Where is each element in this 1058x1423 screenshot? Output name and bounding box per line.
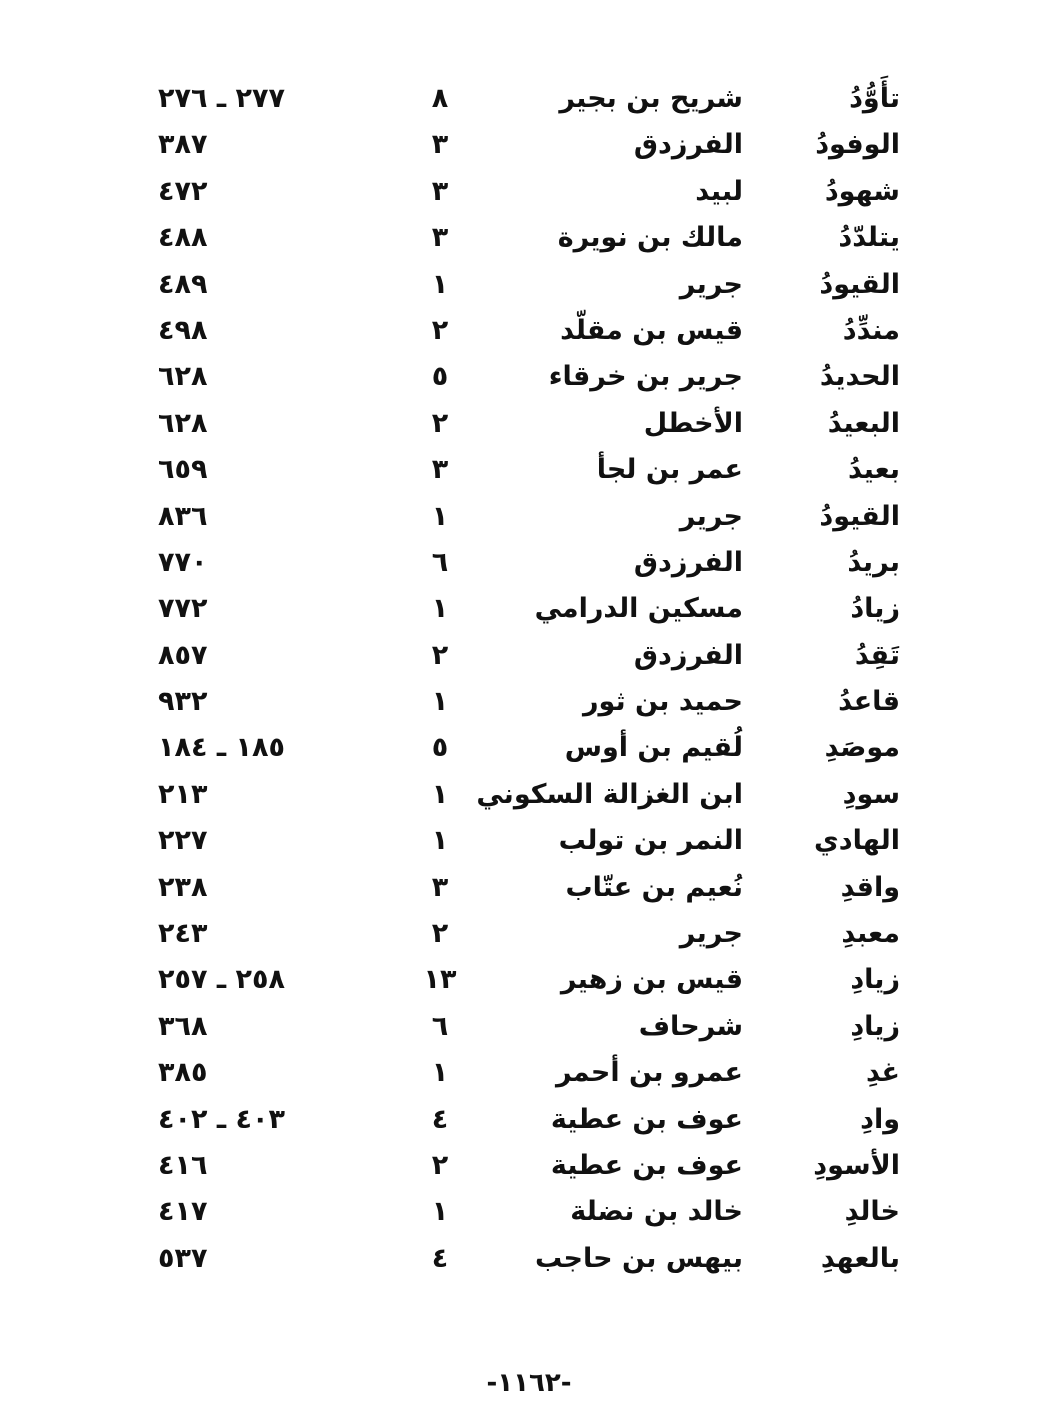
verse-count: ٤ bbox=[431, 1103, 449, 1135]
page-reference: ٤٨٨ bbox=[158, 222, 208, 254]
poet-name: الفرزدق bbox=[633, 639, 743, 671]
rhyme-word: القيودُ bbox=[819, 500, 900, 532]
verse-count: ٣ bbox=[431, 175, 449, 207]
page-number: -١١٦٢- bbox=[486, 1368, 572, 1398]
verse-count: ١ bbox=[431, 825, 449, 857]
index-row bbox=[0, 1236, 1058, 1282]
poet-name: نُعيم بن عتّاب bbox=[565, 871, 743, 903]
poet-name: عوف بن عطية bbox=[550, 1103, 743, 1135]
poet-name: عمرو بن أحمر bbox=[556, 1057, 743, 1089]
rhyme-word: الأسودِ bbox=[813, 1149, 900, 1181]
verse-count: ٢ bbox=[431, 314, 449, 346]
page-reference: ٧٧٢ bbox=[158, 593, 208, 625]
page-reference: ٥٣٧ bbox=[158, 1242, 208, 1274]
verse-count: ١ bbox=[431, 1196, 449, 1228]
rhyme-word: زيادِ bbox=[850, 964, 900, 996]
index-row bbox=[0, 1189, 1058, 1235]
verse-count: ١ bbox=[431, 778, 449, 810]
index-row bbox=[0, 772, 1058, 818]
page-reference: ٤٩٨ bbox=[158, 314, 208, 346]
page-reference: ٤٨٩ bbox=[158, 268, 208, 300]
index-row bbox=[0, 447, 1058, 493]
verse-count: ٥ bbox=[431, 732, 449, 764]
page-reference: ٤٠٣ ـ ٤٠٢ bbox=[158, 1103, 285, 1135]
poet-name: قيس بن زهير bbox=[560, 964, 743, 996]
rhyme-word: الهادي bbox=[814, 825, 900, 857]
verse-count: ١٣ bbox=[423, 964, 457, 996]
rhyme-word: معبدِ bbox=[841, 918, 900, 950]
poet-name: جرير bbox=[679, 268, 743, 300]
page-reference: ٢٣٨ bbox=[158, 871, 208, 903]
poet-name: النمر بن تولب bbox=[558, 825, 743, 857]
poet-name: لُقيم بن أوس bbox=[564, 732, 743, 764]
poet-name: الفرزدق bbox=[633, 546, 743, 578]
index-row bbox=[0, 957, 1058, 1003]
verse-index-table bbox=[0, 76, 1058, 1282]
poet-name: جرير bbox=[679, 918, 743, 950]
rhyme-word: شهودُ bbox=[824, 175, 900, 207]
rhyme-word: وادِ bbox=[860, 1103, 900, 1135]
rhyme-word: الحديدُ bbox=[819, 361, 900, 393]
verse-count: ٢ bbox=[431, 639, 449, 671]
rhyme-word: سودِ bbox=[842, 778, 900, 810]
index-row bbox=[0, 911, 1058, 957]
page-reference: ٤١٦ bbox=[158, 1149, 208, 1181]
verse-count: ١ bbox=[431, 686, 449, 718]
poet-name: جرير bbox=[679, 500, 743, 532]
rhyme-word: قاعدُ bbox=[838, 686, 900, 718]
page-reference: ٢٢٧ bbox=[158, 825, 208, 857]
page-reference: ٦٢٨ bbox=[158, 361, 208, 393]
rhyme-word: زيادِ bbox=[850, 1010, 900, 1042]
rhyme-word: بالعهدِ bbox=[820, 1242, 900, 1274]
verse-count: ٨ bbox=[431, 83, 449, 114]
index-row bbox=[0, 308, 1058, 354]
page-reference: ٩٣٢ bbox=[158, 686, 208, 718]
page-reference: ٧٧٠ bbox=[158, 546, 208, 578]
verse-count: ٢ bbox=[431, 1149, 449, 1181]
poet-name: مسكين الدرامي bbox=[534, 593, 743, 625]
rhyme-word: واقدِ bbox=[840, 871, 900, 903]
poet-name: شرحاف bbox=[638, 1010, 743, 1042]
index-row bbox=[0, 1004, 1058, 1050]
poet-name: شريح بن بجير bbox=[559, 83, 743, 114]
page-reference: ٣٨٥ bbox=[158, 1057, 208, 1089]
index-row bbox=[0, 401, 1058, 447]
verse-count: ٢ bbox=[431, 918, 449, 950]
index-row bbox=[0, 169, 1058, 215]
rhyme-word: خالدِ bbox=[844, 1196, 900, 1228]
rhyme-word: تَقِدُ bbox=[854, 639, 900, 671]
rhyme-word: موصَدِ bbox=[824, 732, 900, 764]
page-reference: ٨٥٧ bbox=[158, 639, 208, 671]
verse-count: ٣ bbox=[431, 454, 449, 486]
verse-count: ٣ bbox=[431, 222, 449, 254]
poet-name: قيس بن مقلّد bbox=[560, 314, 743, 346]
index-row bbox=[0, 865, 1058, 911]
index-row bbox=[0, 1050, 1058, 1096]
index-row bbox=[0, 679, 1058, 725]
rhyme-word: الوفودُ bbox=[815, 129, 900, 161]
verse-count: ١ bbox=[431, 268, 449, 300]
index-row bbox=[0, 76, 1058, 122]
verse-count: ٣ bbox=[431, 129, 449, 161]
rhyme-word: بعيدُ bbox=[848, 454, 900, 486]
verse-count: ٦ bbox=[431, 546, 449, 578]
page-reference: ٢١٣ bbox=[158, 778, 208, 810]
rhyme-word: غدِ bbox=[865, 1057, 900, 1089]
index-row bbox=[0, 215, 1058, 261]
page-reference: ٢٧٧ ـ ٢٧٦ bbox=[158, 83, 285, 114]
page-reference: ٣٦٨ bbox=[158, 1010, 208, 1042]
index-row bbox=[0, 1143, 1058, 1189]
rhyme-word: القيودُ bbox=[819, 268, 900, 300]
poet-name: مالك بن نويرة bbox=[557, 222, 743, 254]
verse-count: ٥ bbox=[431, 361, 449, 393]
rhyme-word: بريدُ bbox=[847, 546, 900, 578]
poet-name: لبيد bbox=[695, 175, 743, 207]
verse-count: ١ bbox=[431, 593, 449, 625]
page-reference: ٢٤٣ bbox=[158, 918, 208, 950]
index-row bbox=[0, 633, 1058, 679]
poet-name: الأخطل bbox=[643, 407, 743, 439]
page-reference: ٤٧٢ bbox=[158, 175, 208, 207]
poet-name: الفرزدق bbox=[633, 129, 743, 161]
verse-count: ١ bbox=[431, 1057, 449, 1089]
verse-count: ١ bbox=[431, 500, 449, 532]
page-reference: ٢٥٨ ـ ٢٥٧ bbox=[158, 964, 285, 996]
index-row bbox=[0, 586, 1058, 632]
index-row bbox=[0, 818, 1058, 864]
page-reference: ٤١٧ bbox=[158, 1196, 208, 1228]
poet-name: خالد بن نضلة bbox=[570, 1196, 743, 1228]
rhyme-word: زيادُ bbox=[850, 593, 900, 625]
index-row bbox=[0, 262, 1058, 308]
poet-name: ابن الغزالة السكوني bbox=[476, 778, 743, 810]
poet-name: حميد بن ثور bbox=[582, 686, 743, 718]
index-row bbox=[0, 354, 1058, 400]
verse-count: ٢ bbox=[431, 407, 449, 439]
rhyme-word: تأَوُّدُ bbox=[849, 83, 900, 114]
rhyme-word: يتلدّدُ bbox=[838, 222, 900, 254]
index-row bbox=[0, 494, 1058, 540]
poet-name: بيهس بن حاجب bbox=[534, 1242, 743, 1274]
verse-count: ٣ bbox=[431, 871, 449, 903]
poet-name: عمر بن لجأ bbox=[596, 454, 743, 486]
index-row bbox=[0, 122, 1058, 168]
page-reference: ٦٢٨ bbox=[158, 407, 208, 439]
index-row bbox=[0, 1097, 1058, 1143]
index-row bbox=[0, 540, 1058, 586]
poet-name: عوف بن عطية bbox=[550, 1149, 743, 1181]
verse-count: ٦ bbox=[431, 1010, 449, 1042]
page-reference: ٣٨٧ bbox=[158, 129, 208, 161]
rhyme-word: البعيدُ bbox=[827, 407, 900, 439]
page-reference: ٦٥٩ bbox=[158, 454, 208, 486]
rhyme-word: مندِّدُ bbox=[842, 314, 900, 346]
index-row bbox=[0, 725, 1058, 771]
poet-name: جرير بن خرقاء bbox=[548, 361, 743, 393]
page-reference: ٨٣٦ bbox=[158, 500, 208, 532]
verse-count: ٤ bbox=[431, 1242, 449, 1274]
page-reference: ١٨٥ ـ ١٨٤ bbox=[158, 732, 285, 764]
